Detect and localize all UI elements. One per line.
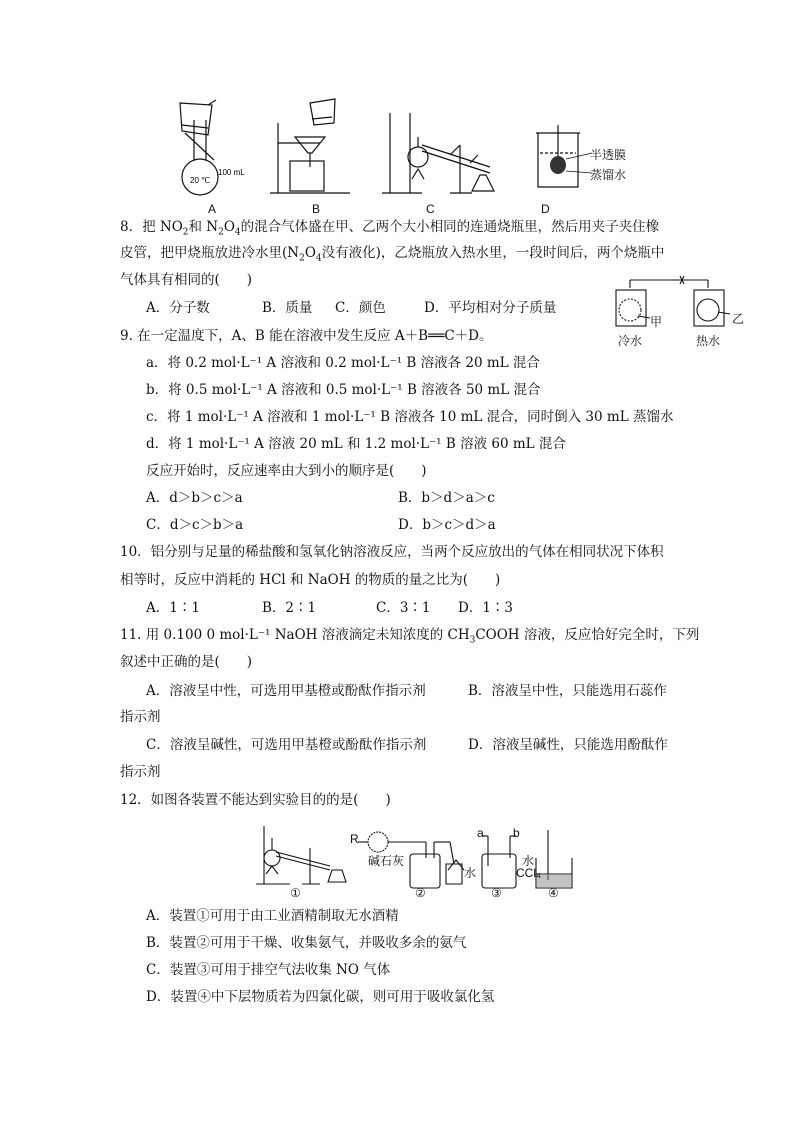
- q10-option-b: B．2∶1: [262, 600, 317, 616]
- fig12-label-4: ④: [548, 886, 559, 900]
- q11-option-a: A．溶液呈中性，可选用甲基橙或酚酞作指示剂: [146, 683, 426, 699]
- q9-item-a: a．将 0.2 mol·L⁻¹ A 溶液和 0.2 mol·L⁻¹ B 溶液各 20 mL 混合: [146, 355, 540, 371]
- q10-line-2: 相等时，反应中消耗的 HCl 和 NaOH 的物质的量之比为( ): [120, 572, 501, 588]
- q9-option-d: D．b＞c＞d＞a: [398, 517, 496, 533]
- fig12-label-2: ②: [415, 886, 426, 900]
- q12-option-d: D．装置④中下层物质若为四氯化碳，则可用于吸收氯化氢: [146, 989, 495, 1005]
- q8-line-2: 皮管，把甲烧瓶放进冷水里($N_2O_4$没有液化)，乙烧瓶放入热水里，一段时间后，两个烧瓶中: [120, 245, 665, 264]
- q11-line-1: 11. 用 0.100 0 mol·L⁻¹ NaOH 溶液滴定未知浓度的 $CH_3COOH$ 溶液，反应恰好完全时，下列: [120, 627, 700, 646]
- q11-line-2: 叙述中正确的是( ): [120, 654, 253, 670]
- q12-stem: 12．如图各装置不能达到实验目的的是( ): [120, 792, 391, 808]
- q9-stem: 9. 在一定温度下，A、B 能在溶液中发生反应 A＋B══C＋D。: [120, 328, 493, 344]
- q10-option-d: D．1∶3: [458, 600, 514, 616]
- flask-jia-label: 甲: [650, 315, 663, 329]
- water-label-4: 水: [522, 854, 535, 868]
- q9-ask: 反应开始时，反应速率由大到小的顺序是( ): [146, 463, 427, 479]
- q7-apparatus-svg: [160, 95, 600, 215]
- fig7-label-a: A: [208, 202, 217, 216]
- hot-water-label: 热水: [696, 334, 721, 348]
- distilled-water-label: 蒸馏水: [590, 168, 627, 182]
- port-b-label: b: [513, 826, 520, 840]
- q8-option-c: C．颜色: [335, 300, 386, 316]
- flask-volume-label: 100 mL: [218, 168, 245, 177]
- q11-option-b: B．溶液呈中性，只能选用石蕊作: [468, 683, 667, 699]
- cold-water-label: 冷水: [618, 334, 643, 348]
- filtration-setup-icon: [270, 99, 350, 193]
- q8-option-a: A．分子数: [146, 300, 210, 316]
- q8-line-1: 8．把 $NO_2$和 $N_2O_4$的混合气体盛在甲、乙两个大小相同的连通烧瓶里，然后用夹子夹住橡: [120, 219, 660, 238]
- flask-yi-label: 乙: [732, 312, 745, 326]
- q10-line-1: 10．铝分别与足量的稀盐酸和氢氧化钠溶液反应，当两个反应放出的气体在相同状况下体积: [120, 544, 664, 560]
- q9-item-d: d．将 1 mol·L⁻¹ A 溶液 20 mL 和 1.2 mol·L⁻¹ B 溶液 60 mL 混合: [146, 436, 566, 452]
- q9-option-c: C．d＞c＞b＞a: [146, 517, 244, 533]
- ccl4-label: CCl₄: [516, 866, 541, 880]
- fig7-label-d: D: [541, 202, 550, 216]
- q11-option-d: D．溶液呈碱性，只能选用酚酞作: [468, 737, 668, 753]
- q9-option-b: B．b＞d＞a＞c: [398, 490, 495, 506]
- fig7-label-b: B: [312, 202, 321, 216]
- q12-option-c: C．装置③可用于排空气法收集 NO 气体: [146, 962, 391, 978]
- q12-option-a: A．装置①可用于由工业酒精制取无水酒精: [146, 908, 399, 924]
- reagent-r-label: R: [350, 832, 359, 846]
- q11-option-b-cont: 指示剂: [120, 709, 161, 725]
- flask-temp-label: 20 ℃: [190, 176, 211, 185]
- q9-item-c: c．将 1 mol·L⁻¹ A 溶液和 1 mol·L⁻¹ B 溶液各 10 mL 混合，同时倒入 30 mL 蒸馏水: [146, 409, 674, 425]
- soda-lime-label: 碱石灰: [368, 854, 405, 868]
- port-a-label: a: [477, 826, 484, 840]
- membrane-label: 半透膜: [590, 148, 627, 162]
- water-label-2: 水: [464, 866, 477, 880]
- q8-line-3: 气体具有相同的( ): [120, 272, 253, 288]
- fig12-label-3: ③: [491, 886, 502, 900]
- q7-apparatus-figure: [160, 95, 600, 215]
- q8-option-b: B．质量: [262, 300, 313, 316]
- fig12-label-1: ①: [290, 886, 301, 900]
- q10-option-c: C．3∶1: [376, 600, 431, 616]
- q8-option-d: D．平均相对分子质量: [424, 300, 557, 316]
- q10-option-a: A．1∶1: [146, 600, 200, 616]
- q11-option-d-cont: 指示剂: [120, 764, 161, 780]
- q9-option-a: A．d＞b＞c＞a: [146, 490, 243, 506]
- q9-item-b: b．将 0.5 mol·L⁻¹ A 溶液和 0.5 mol·L⁻¹ B 溶液各 50 mL 混合: [146, 382, 541, 398]
- fig7-label-c: C: [426, 202, 435, 216]
- distillation-setup-icon: [382, 113, 494, 193]
- q11-option-c: C．溶液呈碱性，可选用甲基橙或酚酞作指示剂: [146, 737, 427, 753]
- q12-option-b: B．装置②可用于干燥、收集氨气，并吸收多余的氨气: [146, 935, 467, 951]
